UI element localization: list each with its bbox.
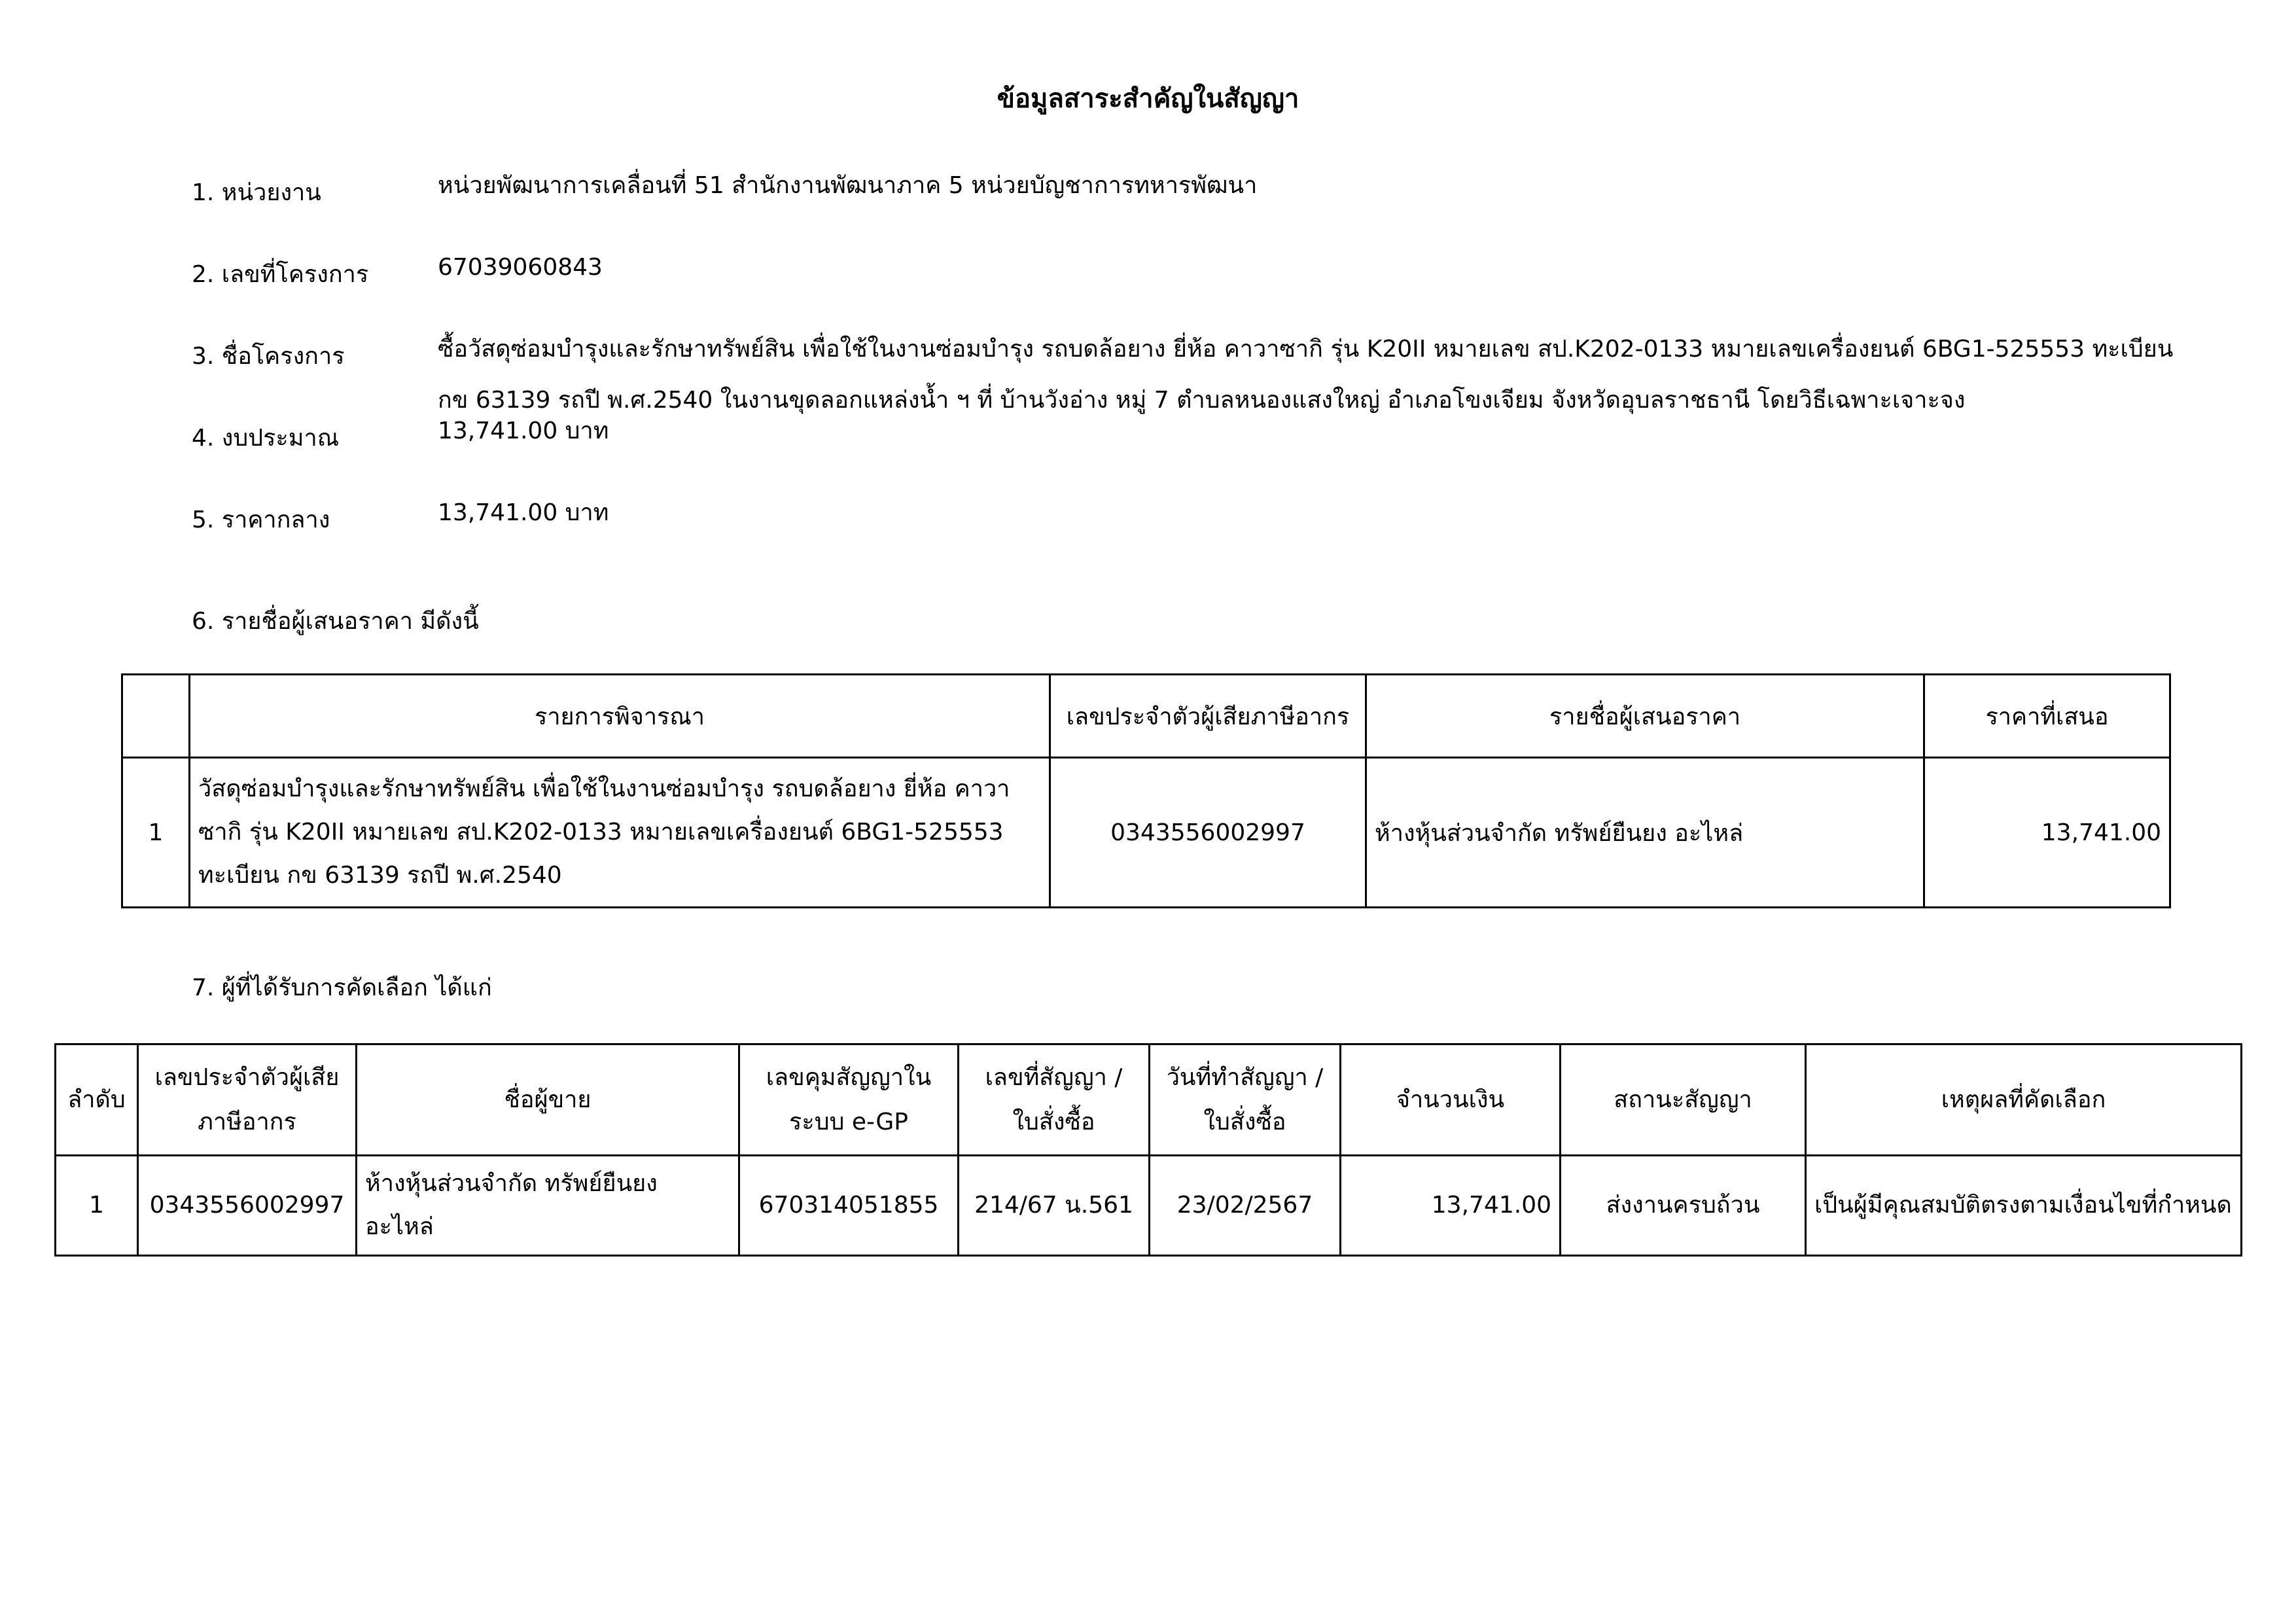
header-cell-status: สถานะสัญญา	[1561, 1044, 1806, 1156]
cell-tax-id: 0343556002997	[1050, 758, 1366, 908]
table-row	[122, 758, 2170, 908]
header-cell-no	[122, 675, 190, 758]
header-cell-contract-date: วันที่ทำสัญญา /ใบสั่งซื้อ	[1150, 1044, 1341, 1156]
table-header-row	[56, 1044, 2242, 1156]
info-value: 67039060843	[438, 254, 603, 281]
table-header-row	[122, 675, 2170, 758]
cell-reason: เป็นผู้มีคุณสมบัติตรงตามเงื่อนไขที่กำหนด	[1806, 1156, 2242, 1256]
info-label: 5. ราคากลาง	[192, 507, 330, 533]
cell-no: 1	[122, 758, 190, 908]
header-cell-seller: ชื่อผู้ขาย	[357, 1044, 739, 1156]
cell-seller: ห้างหุ้นส่วนจำกัด ทรัพย์ยืนยง อะไหล่	[357, 1156, 739, 1256]
header-cell-no: ลำดับ	[56, 1044, 138, 1156]
table-row	[56, 1156, 2242, 1256]
header-cell-tax-id: เลขประจำตัวผู้เสียภาษีอากร	[138, 1044, 357, 1156]
header-cell-contract-no: เลขที่สัญญา /ใบสั่งซื้อ	[959, 1044, 1150, 1156]
info-value: หน่วยพัฒนาการเคลื่อนที่ 51 สำนักงานพัฒนาภาค 5 หน่วยบัญชาการทหารพัฒนา	[438, 172, 1258, 199]
document-title: ข้อมูลสาระสำคัญในสัญญา	[997, 84, 1299, 114]
info-value: ซื้อวัสดุซ่อมบำรุงและรักษาทรัพย์สิน เพื่อใช้ในงานซ่อมบำรุง รถบดล้อยาง ยี่ห้อ คาวาซากิ รุ่น K20II หมายเลข สป.K202-0133 หมายเลขเครื่องยนต์ 6BG1-525553 ทะเบียน กข 63139 รถปี พ.ศ.2540 ในงานขุดลอกแหล่งน้ำ ฯ ที่ บ้านวังอ่าง หมู่ 7 ตำบลหนองแสงใหญ่ อำเภอโขงเจียม จังหวัดอุบลราชธานี โดยวิธีเฉพาะเจาะจง	[438, 336, 2174, 414]
info-label: 4. งบประมาณ	[192, 425, 340, 452]
info-value: 13,741.00 บาท	[438, 418, 609, 444]
cell-egp-no: 670314051855	[739, 1156, 959, 1256]
info-label: 2. เลขที่โครงการ	[192, 261, 369, 288]
bidders-table	[121, 673, 2171, 908]
cell-contract-date: 23/02/2567	[1150, 1156, 1341, 1256]
header-cell-reason: เหตุผลที่คัดเลือก	[1806, 1044, 2242, 1156]
header-cell-tax-id: เลขประจำตัวผู้เสียภาษีอากร	[1050, 675, 1366, 758]
cell-contract-no: 214/67 น.561	[959, 1156, 1150, 1256]
cell-amount: 13,741.00	[1341, 1156, 1561, 1256]
cell-price: 13,741.00	[1924, 758, 2170, 908]
header-cell-item: รายการพิจารณา	[190, 675, 1050, 758]
header-cell-amount: จำนวนเงิน	[1341, 1044, 1561, 1156]
header-cell-bidder: รายชื่อผู้เสนอราคา	[1366, 675, 1924, 758]
cell-no: 1	[56, 1156, 138, 1256]
info-label: 1. หน่วยงาน	[192, 179, 321, 206]
cell-item: วัสดุซ่อมบำรุงและรักษาทรัพย์สิน เพื่อใช้ในงานซ่อมบำรุง รถบดล้อยาง ยี่ห้อ คาวาซากิ รุ่น K20II หมายเลข สป.K202-0133 หมายเลขเครื่องยนต์ 6BG1-525553 ทะเบียน กข 63139 รถปี พ.ศ.2540	[190, 758, 1050, 908]
bidders-heading: 6. รายชื่อผู้เสนอราคา มีดังนี้	[192, 608, 479, 635]
header-cell-price: ราคาที่เสนอ	[1924, 675, 2170, 758]
winner-heading: 7. ผู้ที่ได้รับการคัดเลือก ได้แก่	[192, 974, 492, 1001]
info-value: 13,741.00 บาท	[438, 499, 609, 526]
cell-status: ส่งงานครบถ้วน	[1561, 1156, 1806, 1256]
header-cell-egp-no: เลขคุมสัญญาในระบบ e-GP	[739, 1044, 959, 1156]
winner-table	[54, 1043, 2242, 1257]
cell-tax-id: 0343556002997	[138, 1156, 357, 1256]
cell-bidder: ห้างหุ้นส่วนจำกัด ทรัพย์ยืนยง อะไหล่	[1366, 758, 1924, 908]
info-label: 3. ชื่อโครงการ	[192, 343, 345, 370]
